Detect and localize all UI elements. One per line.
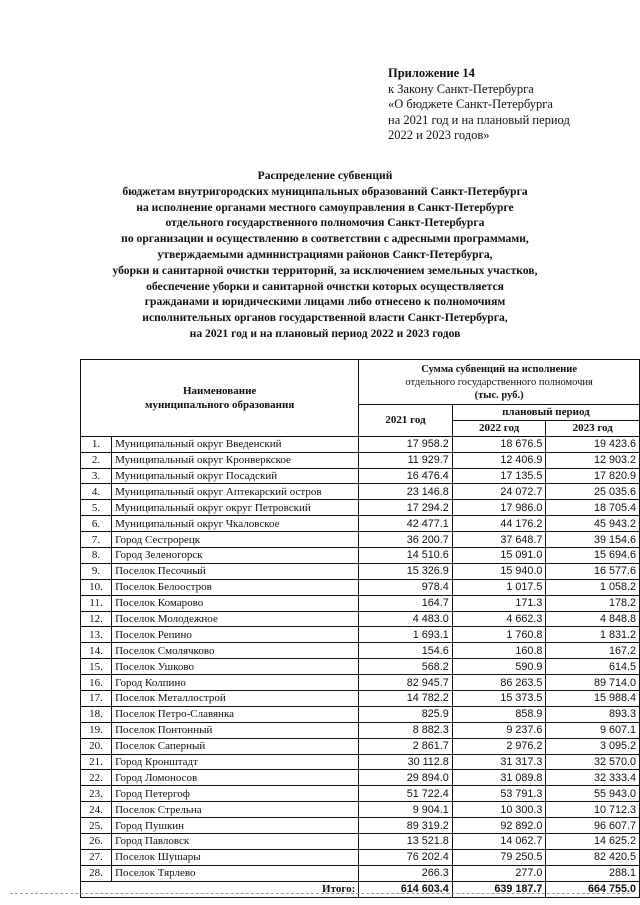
municipality-name: Город Кронштадт — [112, 754, 359, 770]
value-2022: 160.8 — [452, 643, 546, 659]
row-number: 25. — [81, 818, 112, 834]
row-number: 6. — [81, 516, 112, 532]
header-sum — [359, 360, 640, 405]
value-2021: 16 476.4 — [359, 468, 453, 484]
value-2021: 11 929.7 — [359, 452, 453, 468]
value-2022: 12 406.9 — [452, 452, 546, 468]
table-row — [81, 484, 640, 500]
value-2021: 2 861.7 — [359, 738, 453, 754]
row-number: 23. — [81, 786, 112, 802]
value-2023: 4 848.8 — [546, 611, 640, 627]
value-2021: 17 294.2 — [359, 500, 453, 516]
municipality-name: Город Пушкин — [112, 818, 359, 834]
row-number: 10. — [81, 579, 112, 595]
table-row — [81, 516, 640, 532]
header-2022: 2022 год — [452, 420, 546, 436]
heading-line: на 2021 год и на плановый период 2022 и 2023 годов — [189, 326, 461, 340]
value-2022: 15 373.5 — [452, 691, 546, 707]
value-2022: 17 986.0 — [452, 500, 546, 516]
header-planned: плановый период — [452, 405, 639, 421]
row-number: 14. — [81, 643, 112, 659]
value-2023: 32 333.4 — [546, 770, 640, 786]
value-2023: 96 607.7 — [546, 818, 640, 834]
table-row — [81, 865, 640, 881]
value-2021: 154.6 — [359, 643, 453, 659]
row-number: 9. — [81, 563, 112, 579]
municipality-name: Муниципальный округ Кронверкское — [112, 452, 359, 468]
municipality-name: Поселок Белоостров — [112, 579, 359, 595]
value-2023: 167.2 — [546, 643, 640, 659]
row-number: 11. — [81, 595, 112, 611]
header-2021: 2021 год — [359, 405, 453, 437]
table-row — [81, 738, 640, 754]
value-2021: 76 202.4 — [359, 849, 453, 865]
municipality-name: Поселок Стрельна — [112, 802, 359, 818]
table-row — [81, 691, 640, 707]
row-number: 8. — [81, 548, 112, 564]
table-row — [81, 563, 640, 579]
row-number: 24. — [81, 802, 112, 818]
appendix-line: 2022 и 2023 годов» — [388, 128, 490, 142]
table-row — [81, 849, 640, 865]
row-number: 22. — [81, 770, 112, 786]
value-2023: 16 577.6 — [546, 563, 640, 579]
value-2021: 14 510.6 — [359, 548, 453, 564]
heading-line: бюджетам внутригородских муниципальных образований Санкт-Петербурга — [122, 184, 528, 198]
value-2022: 24 072.7 — [452, 484, 546, 500]
table-row — [81, 834, 640, 850]
table-row — [81, 611, 640, 627]
appendix-block — [388, 66, 570, 144]
value-2021: 23 146.8 — [359, 484, 453, 500]
value-2022: 86 263.5 — [452, 675, 546, 691]
value-2021: 13 521.8 — [359, 834, 453, 850]
municipality-name: Муниципальный округ Введенский — [112, 436, 359, 452]
heading-line: обеспечение уборки и санитарной очистки которых осуществляется — [146, 279, 504, 293]
value-2023: 15 694.6 — [546, 548, 640, 564]
municipality-name: Поселок Металлострой — [112, 691, 359, 707]
value-2021: 14 782.2 — [359, 691, 453, 707]
value-2023: 18 705.4 — [546, 500, 640, 516]
municipality-name: Поселок Молодежное — [112, 611, 359, 627]
municipality-name: Поселок Понтонный — [112, 722, 359, 738]
heading-line: уборки и санитарной очистки территорий, за исключением земельных участков, — [112, 263, 538, 277]
municipality-name: Поселок Комарово — [112, 595, 359, 611]
value-2022: 277.0 — [452, 865, 546, 881]
value-2022: 17 135.5 — [452, 468, 546, 484]
value-2021: 8 882.3 — [359, 722, 453, 738]
value-2021: 825.9 — [359, 706, 453, 722]
value-2022: 18 676.5 — [452, 436, 546, 452]
table-row — [81, 786, 640, 802]
header-sum-line: Сумма субвенций на исполнение — [421, 363, 577, 375]
municipality-name: Поселок Ушково — [112, 659, 359, 675]
value-2023: 614.5 — [546, 659, 640, 675]
subsidies-table — [80, 359, 640, 898]
row-number: 21. — [81, 754, 112, 770]
row-number: 16. — [81, 675, 112, 691]
table-row — [81, 627, 640, 643]
row-number: 7. — [81, 532, 112, 548]
value-2023: 17 820.9 — [546, 468, 640, 484]
value-2022: 171.3 — [452, 595, 546, 611]
value-2021: 4 483.0 — [359, 611, 453, 627]
appendix-line: к Закону Санкт-Петербурга — [388, 81, 534, 96]
value-2021: 89 319.2 — [359, 818, 453, 834]
header-name-line: Наименование — [182, 384, 257, 397]
value-2023: 1 831.2 — [546, 627, 640, 643]
table-row — [81, 468, 640, 484]
value-2022: 31 089.8 — [452, 770, 546, 786]
value-2023: 10 712.3 — [546, 802, 640, 818]
total-label: Итого: — [81, 881, 359, 897]
municipality-name: Поселок Тярлево — [112, 865, 359, 881]
value-2021: 82 945.7 — [359, 675, 453, 691]
row-number: 2. — [81, 452, 112, 468]
value-2022: 79 250.5 — [452, 849, 546, 865]
total-2023: 664 755.0 — [546, 881, 640, 897]
value-2021: 1 693.1 — [359, 627, 453, 643]
value-2022: 53 791.3 — [452, 786, 546, 802]
table-row — [81, 452, 640, 468]
table-row — [81, 802, 640, 818]
header-sum-line: отдельного государственного полномочия — [405, 376, 593, 388]
municipality-name: Муниципальный округ Аптекарский остров — [112, 484, 359, 500]
value-2022: 4 662.3 — [452, 611, 546, 627]
row-number: 12. — [81, 611, 112, 627]
value-2023: 893.3 — [546, 706, 640, 722]
table-row — [81, 770, 640, 786]
table-row — [81, 532, 640, 548]
municipality-name: Поселок Смолячково — [112, 643, 359, 659]
table-row — [81, 436, 640, 452]
value-2023: 9 607.1 — [546, 722, 640, 738]
municipality-name: Город Колпино — [112, 675, 359, 691]
municipality-name: Муниципальный округ округ Петровский — [112, 500, 359, 516]
value-2022: 92 892.0 — [452, 818, 546, 834]
municipality-name: Город Сестрорецк — [112, 532, 359, 548]
municipality-name: Поселок Петро-Славянка — [112, 706, 359, 722]
value-2022: 15 940.0 — [452, 563, 546, 579]
header-name-line: муниципального образования — [144, 398, 295, 411]
value-2023: 12 903.2 — [546, 452, 640, 468]
table-row — [81, 818, 640, 834]
municipality-name: Город Ломоносов — [112, 770, 359, 786]
table-row — [81, 548, 640, 564]
value-2021: 42 477.1 — [359, 516, 453, 532]
municipality-name: Город Павловск — [112, 834, 359, 850]
value-2021: 29 894.0 — [359, 770, 453, 786]
value-2021: 266.3 — [359, 865, 453, 881]
municipality-name: Поселок Шушары — [112, 849, 359, 865]
heading-line: отдельного государственного полномочия Санкт-Петербурга — [165, 216, 485, 230]
table-row — [81, 754, 640, 770]
value-2022: 14 062.7 — [452, 834, 546, 850]
appendix-title: Приложение 14 — [388, 66, 475, 80]
municipality-name: Муниципальный округ Посадский — [112, 468, 359, 484]
value-2021: 30 112.8 — [359, 754, 453, 770]
value-2021: 17 958.2 — [359, 436, 453, 452]
value-2023: 14 625.2 — [546, 834, 640, 850]
row-number: 3. — [81, 468, 112, 484]
row-number: 1. — [81, 436, 112, 452]
value-2022: 15 091.0 — [452, 548, 546, 564]
row-number: 4. — [81, 484, 112, 500]
header-2023: 2023 год — [546, 420, 640, 436]
value-2022: 31 317.3 — [452, 754, 546, 770]
value-2022: 44 176.2 — [452, 516, 546, 532]
table-row — [81, 722, 640, 738]
value-2021: 9 904.1 — [359, 802, 453, 818]
appendix-line: «О бюджете Санкт-Петербурга — [388, 97, 553, 111]
heading-line: утверждаемыми администрациями районов Санкт-Петербурга, — [157, 247, 493, 261]
row-number: 20. — [81, 738, 112, 754]
value-2021: 36 200.7 — [359, 532, 453, 548]
value-2023: 89 714.0 — [546, 675, 640, 691]
table-row — [81, 706, 640, 722]
value-2023: 3 095.2 — [546, 738, 640, 754]
municipality-name: Поселок Репино — [112, 627, 359, 643]
value-2022: 1 017.5 — [452, 579, 546, 595]
municipality-name: Муниципальный округ Чкаловское — [112, 516, 359, 532]
row-number: 15. — [81, 659, 112, 675]
value-2023: 25 035.6 — [546, 484, 640, 500]
value-2022: 10 300.3 — [452, 802, 546, 818]
value-2023: 15 988.4 — [546, 691, 640, 707]
value-2023: 1 058.2 — [546, 579, 640, 595]
table-row — [81, 675, 640, 691]
header-name — [81, 360, 359, 437]
value-2023: 288.1 — [546, 865, 640, 881]
value-2021: 164.7 — [359, 595, 453, 611]
value-2021: 978.4 — [359, 579, 453, 595]
value-2022: 590.9 — [452, 659, 546, 675]
heading-line: Распределение субвенций — [257, 169, 393, 182]
value-2023: 39 154.6 — [546, 532, 640, 548]
total-2022: 639 187.7 — [452, 881, 546, 897]
table-row — [81, 659, 640, 675]
value-2022: 9 237.6 — [452, 722, 546, 738]
municipality-name: Поселок Саперный — [112, 738, 359, 754]
value-2023: 45 943.2 — [546, 516, 640, 532]
municipality-name: Поселок Песочный — [112, 563, 359, 579]
heading-line: исполнительных органов государственной власти Санкт-Петербурга, — [142, 311, 508, 325]
value-2023: 178.2 — [546, 595, 640, 611]
value-2022: 2 976.2 — [452, 738, 546, 754]
value-2022: 1 760.8 — [452, 627, 546, 643]
table-row — [81, 500, 640, 516]
row-number: 26. — [81, 834, 112, 850]
page-edge-line — [10, 893, 630, 894]
document-heading — [60, 168, 590, 342]
value-2022: 858.9 — [452, 706, 546, 722]
heading-line: по организации и осуществлению в соответствии с адресными программами, — [121, 232, 529, 246]
row-number: 27. — [81, 849, 112, 865]
value-2022: 37 648.7 — [452, 532, 546, 548]
row-number: 5. — [81, 500, 112, 516]
row-number: 19. — [81, 722, 112, 738]
row-number: 18. — [81, 706, 112, 722]
row-number: 28. — [81, 865, 112, 881]
appendix-line: на 2021 год и на плановый период — [388, 112, 570, 127]
municipality-name: Город Петергоф — [112, 786, 359, 802]
table-row — [81, 595, 640, 611]
value-2023: 55 943.0 — [546, 786, 640, 802]
value-2021: 568.2 — [359, 659, 453, 675]
value-2023: 19 423.6 — [546, 436, 640, 452]
municipality-name: Город Зеленогорск — [112, 548, 359, 564]
row-number: 13. — [81, 627, 112, 643]
row-number: 17. — [81, 691, 112, 707]
total-2021: 614 603.4 — [359, 881, 453, 897]
value-2021: 15 326.9 — [359, 563, 453, 579]
value-2021: 51 722.4 — [359, 786, 453, 802]
header-sum-line: (тыс. руб.) — [474, 389, 524, 401]
value-2023: 82 420.5 — [546, 849, 640, 865]
heading-line: на исполнение органами местного самоуправления в Санкт-Петербурге — [136, 200, 514, 214]
heading-line: гражданами и юридическими лицами либо отнесено к полномочиям — [144, 295, 506, 309]
table-row — [81, 643, 640, 659]
table-row — [81, 579, 640, 595]
value-2023: 32 570.0 — [546, 754, 640, 770]
